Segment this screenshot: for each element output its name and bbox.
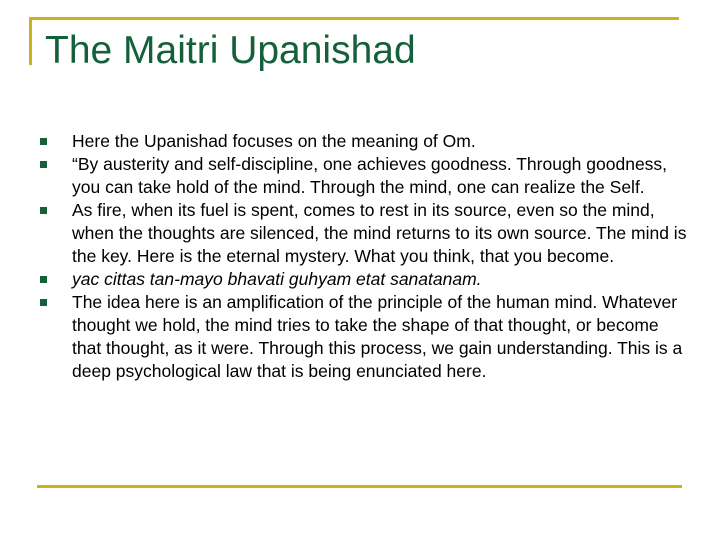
square-bullet-icon [40, 161, 47, 168]
bullet-list [40, 130, 690, 383]
square-bullet-icon [40, 299, 47, 306]
bullet-item [40, 130, 690, 153]
left-rule [29, 17, 32, 65]
square-bullet-icon [40, 276, 47, 283]
bullet-item [40, 199, 690, 268]
bullet-text: Here the Upanishad focuses on the meaning of Om. [72, 131, 476, 151]
bullet-text: As fire, when its fuel is spent, comes to rest in its source, even so the mind, when the thoughts are silenced, the mind returns to its own source. The mind is the key. Here is the eternal mystery. What you think, that you become. [72, 200, 687, 266]
bullet-item [40, 153, 690, 199]
square-bullet-icon [40, 138, 47, 145]
bullet-item [40, 291, 690, 383]
square-bullet-icon [40, 207, 47, 214]
slide-title: The Maitri Upanishad [45, 29, 416, 72]
bullet-item [40, 268, 690, 291]
bullet-text-sanskrit: yac cittas tan-mayo bhavati guhyam etat sanatanam. [72, 269, 482, 289]
bottom-rule [37, 485, 682, 488]
bullet-text: The idea here is an amplification of the principle of the human mind. Whatever thought we hold, the mind tries to take the shape of that thought, or become that thought, as it were. Through this process, we gain understanding. This is a deep psychological law that is being enunciated here. [72, 292, 683, 381]
top-rule [29, 17, 679, 20]
bullet-text: “By austerity and self-discipline, one achieves goodness. Through goodness, you can take hold of the mind. Through the mind, one can realize the Self. [72, 154, 668, 197]
